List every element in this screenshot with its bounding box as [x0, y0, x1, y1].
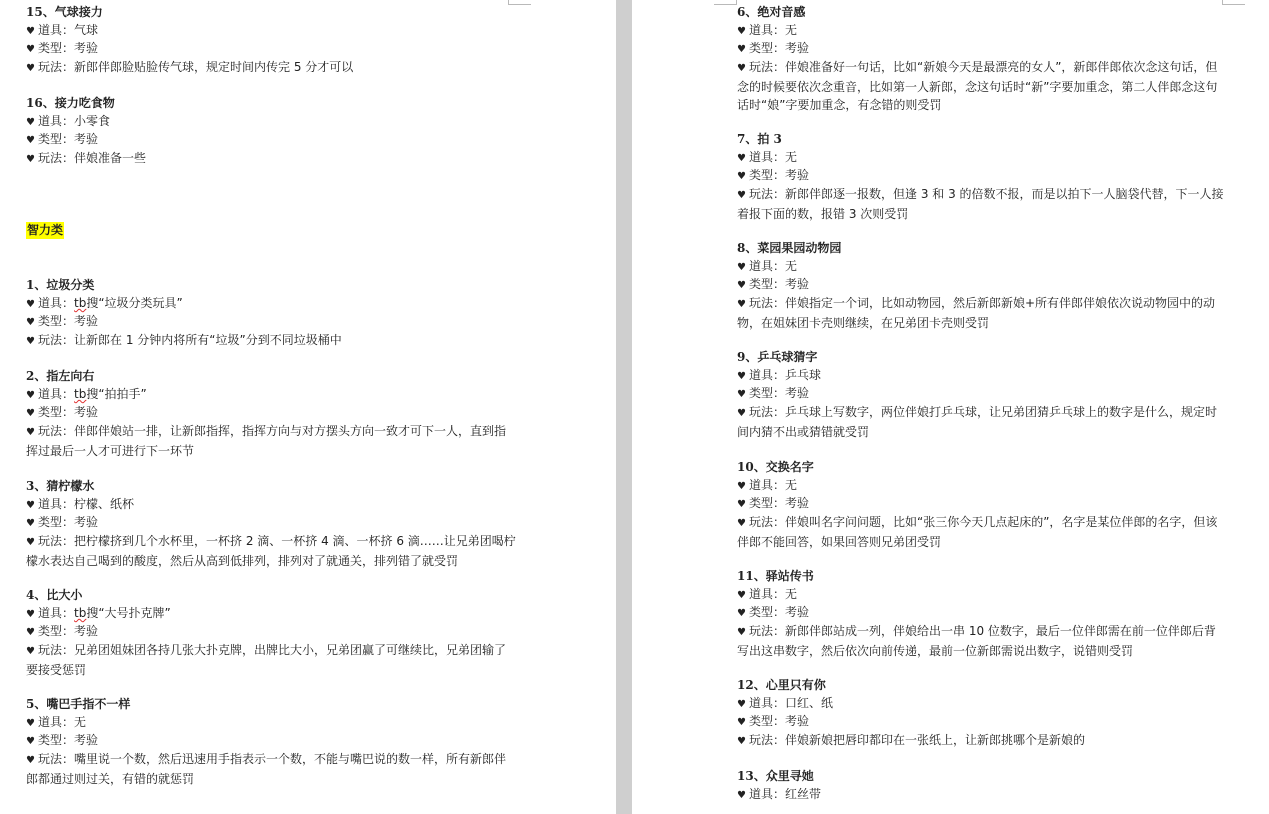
heart-icon: ♥ [737, 153, 746, 165]
spellcheck-word: tb [74, 606, 87, 621]
game-type: ♥ 类型：考验 [26, 312, 516, 330]
game-prop: ♥ 道具：tb搜“大号扑克牌” [26, 604, 516, 622]
game-entry-8 [737, 239, 1227, 332]
game-prop: ♥ 道具：乒乓球 [737, 366, 1227, 384]
game-entry-16 [26, 94, 516, 167]
game-type: ♥ 类型：考验 [737, 275, 1227, 293]
heart-icon: ♥ [737, 608, 746, 620]
heart-icon: ♥ [737, 171, 746, 183]
heart-icon: ♥ [26, 44, 35, 56]
game-play: ♥ 玩法：嘴里说一个数，然后迅速用手指表示一个数，不能与嘴巴说的数一样，所有新郎伴郎都通过则过关，有错的就惩罚 [26, 751, 507, 786]
game-play: ♥ 玩法：伴娘准备一些 [26, 149, 516, 167]
game-title: 12、心里只有你 [737, 678, 826, 692]
game-prop: ♥ 道具：气球 [26, 21, 516, 39]
heart-icon: ♥ [26, 736, 35, 748]
spellcheck-word: tb [74, 296, 87, 311]
heart-icon: ♥ [737, 735, 746, 747]
game-type: ♥ 类型：考验 [26, 403, 516, 421]
game-play: ♥ 玩法：伴娘指定一个词，比如动物园，然后新郎新娘+所有伴郎伴娘依次说动物园中的动物，在姐妹团卡壳则继续，在兄弟团卡壳则受罚 [737, 295, 1216, 330]
heart-icon: ♥ [26, 627, 35, 639]
heart-icon: ♥ [737, 790, 746, 802]
game-play: ♥ 玩法：新郎伴郎站成一列，伴娘给出一串 10 位数字，最后一位伴郎需在前一位伴郎后背写出这串数字，然后依次向前传递，最前一位新郎需说出数字，说错则受罚 [737, 623, 1216, 658]
game-entry-13 [737, 767, 1227, 803]
game-type: ♥ 类型：考验 [26, 622, 516, 640]
game-entry-3 [26, 477, 516, 570]
heart-icon: ♥ [26, 26, 35, 38]
game-prop: ♥ 道具：无 [737, 148, 1227, 166]
page-gutter [616, 0, 632, 814]
game-entry-1 [26, 276, 516, 349]
heart-icon: ♥ [737, 389, 746, 401]
heart-icon: ♥ [737, 280, 746, 292]
game-type: ♥ 类型：考验 [737, 494, 1227, 512]
game-type: ♥ 类型：考验 [26, 731, 516, 749]
heart-icon: ♥ [26, 426, 35, 438]
game-title: 2、指左向右 [26, 369, 95, 383]
game-play: ♥ 玩法：让新郎在 1 分钟内将所有“垃圾”分到不同垃圾桶中 [26, 331, 516, 349]
game-play: ♥ 玩法：乒乓球上写数字，两位伴娘打乒乓球，让兄弟团猜乒乓球上的数字是什么，规定时间内猜不出或猜错就受罚 [737, 404, 1218, 439]
game-entry-15 [26, 3, 516, 76]
heart-icon: ♥ [26, 335, 35, 347]
heart-icon: ♥ [26, 408, 35, 420]
game-play: ♥ 玩法：新郎伴郎脸贴脸传气球，规定时间内传完 5 分才可以 [26, 58, 516, 76]
game-play: ♥ 玩法：伴娘叫名字问问题，比如“张三你今天几点起床的”，名字是某位伴郎的名字，但该伴郎不能回答，如果回答则兄弟团受罚 [737, 514, 1218, 549]
game-type: ♥ 类型：考验 [737, 384, 1227, 402]
game-entry-2 [26, 367, 516, 460]
game-play: ♥ 玩法：兄弟团姐妹团各持几张大扑克牌，出牌比大小，兄弟团赢了可继续比，兄弟团输了要接受惩罚 [26, 642, 507, 677]
page-corner-mark [714, 0, 737, 5]
right-page [632, 0, 1269, 814]
heart-icon: ♥ [737, 298, 746, 310]
game-entry-5 [26, 695, 516, 788]
game-play: ♥ 玩法：把柠檬挤到几个水杯里，一杯挤 2 滴、一杯挤 4 滴、一杯挤 6 滴……让兄弟团喝柠檬水表达自己喝到的酸度，然后从高到低排列，排列对了就通关，排列错了就受罚 [26, 533, 516, 568]
heart-icon: ♥ [26, 609, 35, 621]
game-type: ♥ 类型：考验 [26, 513, 516, 531]
heart-icon: ♥ [26, 645, 35, 657]
game-prop: ♥ 道具：无 [737, 257, 1227, 275]
heart-icon: ♥ [26, 62, 35, 74]
heart-icon: ♥ [737, 499, 746, 511]
game-entry-12 [737, 676, 1227, 749]
game-prop: ♥ 道具：小零食 [26, 112, 516, 130]
game-type: ♥ 类型：考验 [26, 39, 516, 57]
game-title: 6、绝对音感 [737, 5, 806, 19]
heart-icon: ♥ [737, 517, 746, 529]
heart-icon: ♥ [737, 262, 746, 274]
heart-icon: ♥ [26, 390, 35, 402]
game-title: 7、拍 3 [737, 132, 782, 146]
game-play: ♥ 玩法：伴娘准备好一句话，比如“新娘今天是最漂亮的女人”，新郎伴郎依次念这句话，但念的时候要依次念重音，比如第一人新郎，念这句话时“新”字要加重念，第二人伴郎念这句话时“娘”字要加重念，有念错的则受罚 [737, 59, 1218, 112]
game-prop: ♥ 道具：无 [737, 21, 1227, 39]
game-prop: ♥ 道具：tb搜“垃圾分类玩具” [26, 294, 516, 312]
game-prop: ♥ 道具：口红、纸 [737, 694, 1227, 712]
game-title: 5、嘴巴手指不一样 [26, 697, 131, 711]
game-type: ♥ 类型：考验 [737, 603, 1227, 621]
game-type: ♥ 类型：考验 [737, 712, 1227, 730]
heart-icon: ♥ [737, 626, 746, 638]
game-title: 9、乒乓球猜字 [737, 350, 818, 364]
game-title: 13、众里寻她 [737, 769, 814, 783]
heart-icon: ♥ [737, 62, 746, 74]
section-heading-intellect: 智力类 [27, 223, 64, 237]
heart-icon: ♥ [26, 536, 35, 548]
heart-icon: ♥ [737, 590, 746, 602]
game-title: 15、气球接力 [26, 5, 103, 19]
game-play: ♥ 玩法：伴娘新娘把唇印都印在一张纸上，让新郎挑哪个是新娘的 [737, 731, 1227, 749]
game-play: ♥ 玩法：新郎伴郎逐一报数，但逢 3 和 3 的倍数不报，而是以拍下一人脑袋代替，下一人接着报下面的数，报错 3 次则受罚 [737, 186, 1224, 221]
game-title: 8、菜园果园动物园 [737, 241, 842, 255]
game-type: ♥ 类型：考验 [26, 130, 516, 148]
game-type: ♥ 类型：考验 [737, 166, 1227, 184]
game-prop: ♥ 道具：无 [26, 713, 516, 731]
heart-icon: ♥ [26, 718, 35, 730]
heart-icon: ♥ [737, 371, 746, 383]
game-play: ♥ 玩法：伴郎伴娘站一排，让新郎指挥，指挥方向与对方摆头方向一致才可下一人，直到指挥过最后一人才可进行下一环节 [26, 423, 507, 458]
game-title: 10、交换名字 [737, 460, 814, 474]
game-title: 16、接力吃食物 [26, 96, 115, 110]
game-entry-7 [737, 130, 1227, 223]
game-title: 11、驿站传书 [737, 569, 814, 583]
game-entry-4 [26, 586, 516, 679]
spellcheck-word: tb [74, 387, 87, 402]
heart-icon: ♥ [26, 500, 35, 512]
left-page [0, 0, 616, 814]
heart-icon: ♥ [737, 189, 746, 201]
game-prop: ♥ 道具：红丝带 [737, 785, 1227, 803]
heart-icon: ♥ [26, 135, 35, 147]
heart-icon: ♥ [26, 754, 35, 766]
heart-icon: ♥ [26, 153, 35, 165]
game-prop: ♥ 道具：柠檬、纸杯 [26, 495, 516, 513]
heart-icon: ♥ [26, 317, 35, 329]
game-prop: ♥ 道具：无 [737, 585, 1227, 603]
game-entry-9 [737, 348, 1227, 441]
heart-icon: ♥ [26, 299, 35, 311]
game-title: 1、垃圾分类 [26, 278, 95, 292]
heart-icon: ♥ [737, 407, 746, 419]
heart-icon: ♥ [737, 44, 746, 56]
heart-icon: ♥ [737, 481, 746, 493]
heart-icon: ♥ [737, 26, 746, 38]
heart-icon: ♥ [737, 699, 746, 711]
game-prop: ♥ 道具：无 [737, 476, 1227, 494]
game-entry-11 [737, 567, 1227, 660]
game-type: ♥ 类型：考验 [737, 39, 1227, 57]
heart-icon: ♥ [737, 717, 746, 729]
game-title: 3、猜柠檬水 [26, 479, 95, 493]
game-entry-10 [737, 458, 1227, 551]
game-entry-6 [737, 3, 1227, 114]
game-prop: ♥ 道具：tb搜“拍拍手” [26, 385, 516, 403]
game-title: 4、比大小 [26, 588, 83, 602]
heart-icon: ♥ [26, 518, 35, 530]
heart-icon: ♥ [26, 117, 35, 129]
